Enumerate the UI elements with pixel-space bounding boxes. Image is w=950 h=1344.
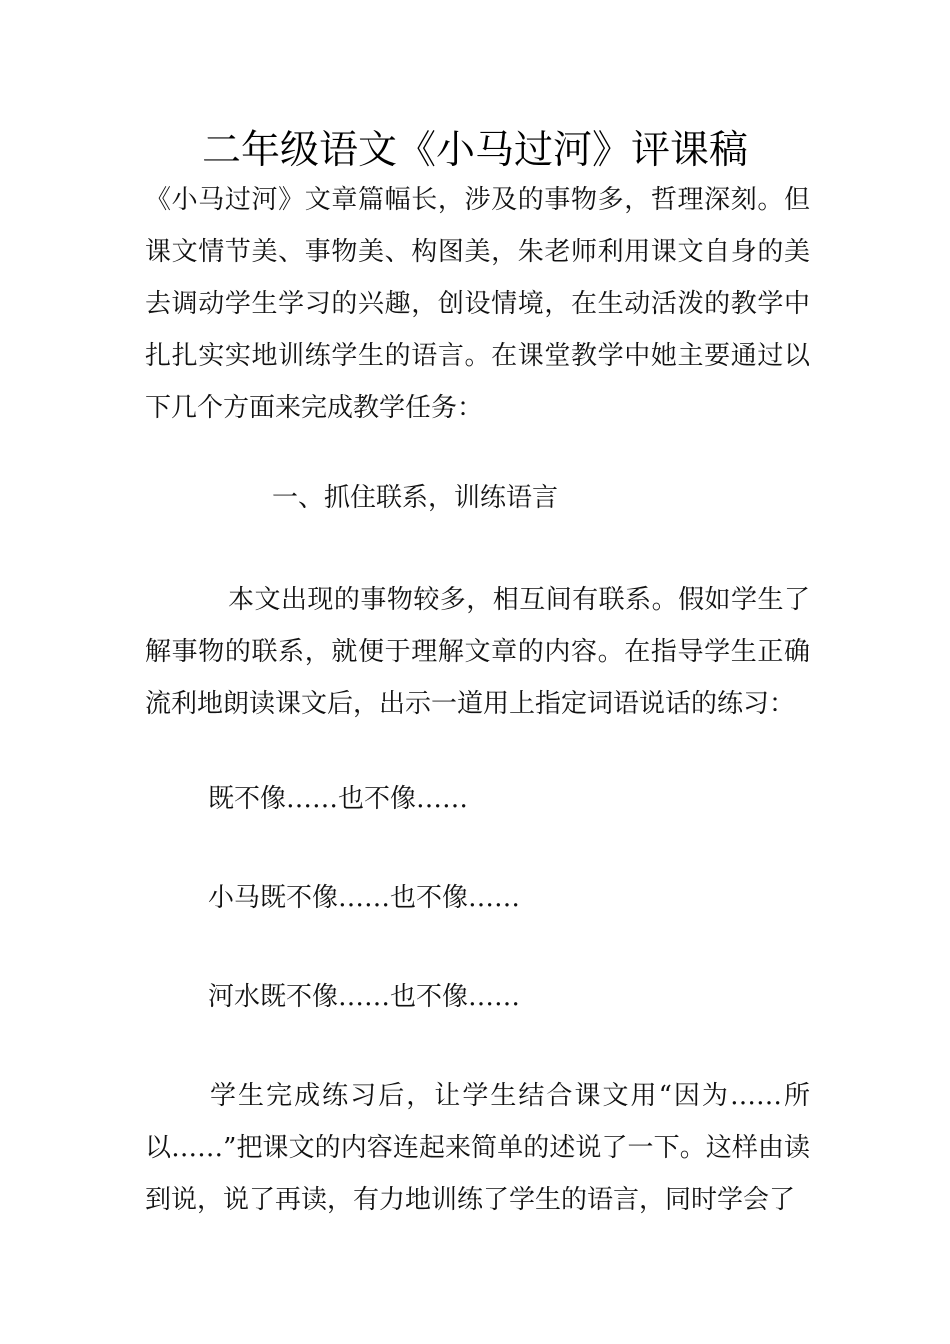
section-1-followup-paragraph: 学生完成练习后，让学生结合课文用“因为……所以……”把课文的内容连起来简单的述说了一下。这样由读到说，说了再读，有力地训练了学生的语言，同时学会了	[145, 1081, 810, 1215]
intro-paragraph: 《小马过河》文章篇幅长，涉及的事物多，哲理深刻。但课文情节美、事物美、构图美，朱老师利用课文自身的美去调动学生学习的兴趣，创设情境，在生动活泼的教学中扎扎实实地训练学生的语言。在课堂教学中她主要通过以下几个方面来完成教学任务：	[145, 185, 810, 423]
exercise-line-2: 小马既不像……也不像……	[208, 883, 521, 913]
exercise-line-1: 既不像……也不像……	[208, 784, 469, 814]
section-heading-1: 一、抓住联系，训练语言	[272, 483, 559, 513]
exercise-line-3: 河水既不像……也不像……	[208, 982, 521, 1012]
document-title: 二年级语文《小马过河》评课稿	[201, 128, 748, 173]
section-1-paragraph: 本文出现的事物较多，相互间有联系。假如学生了解事物的联系，就便于理解文章的内容。在指导学生正确流利地朗读课文后，出示一道用上指定词语说话的练习：	[145, 585, 810, 719]
